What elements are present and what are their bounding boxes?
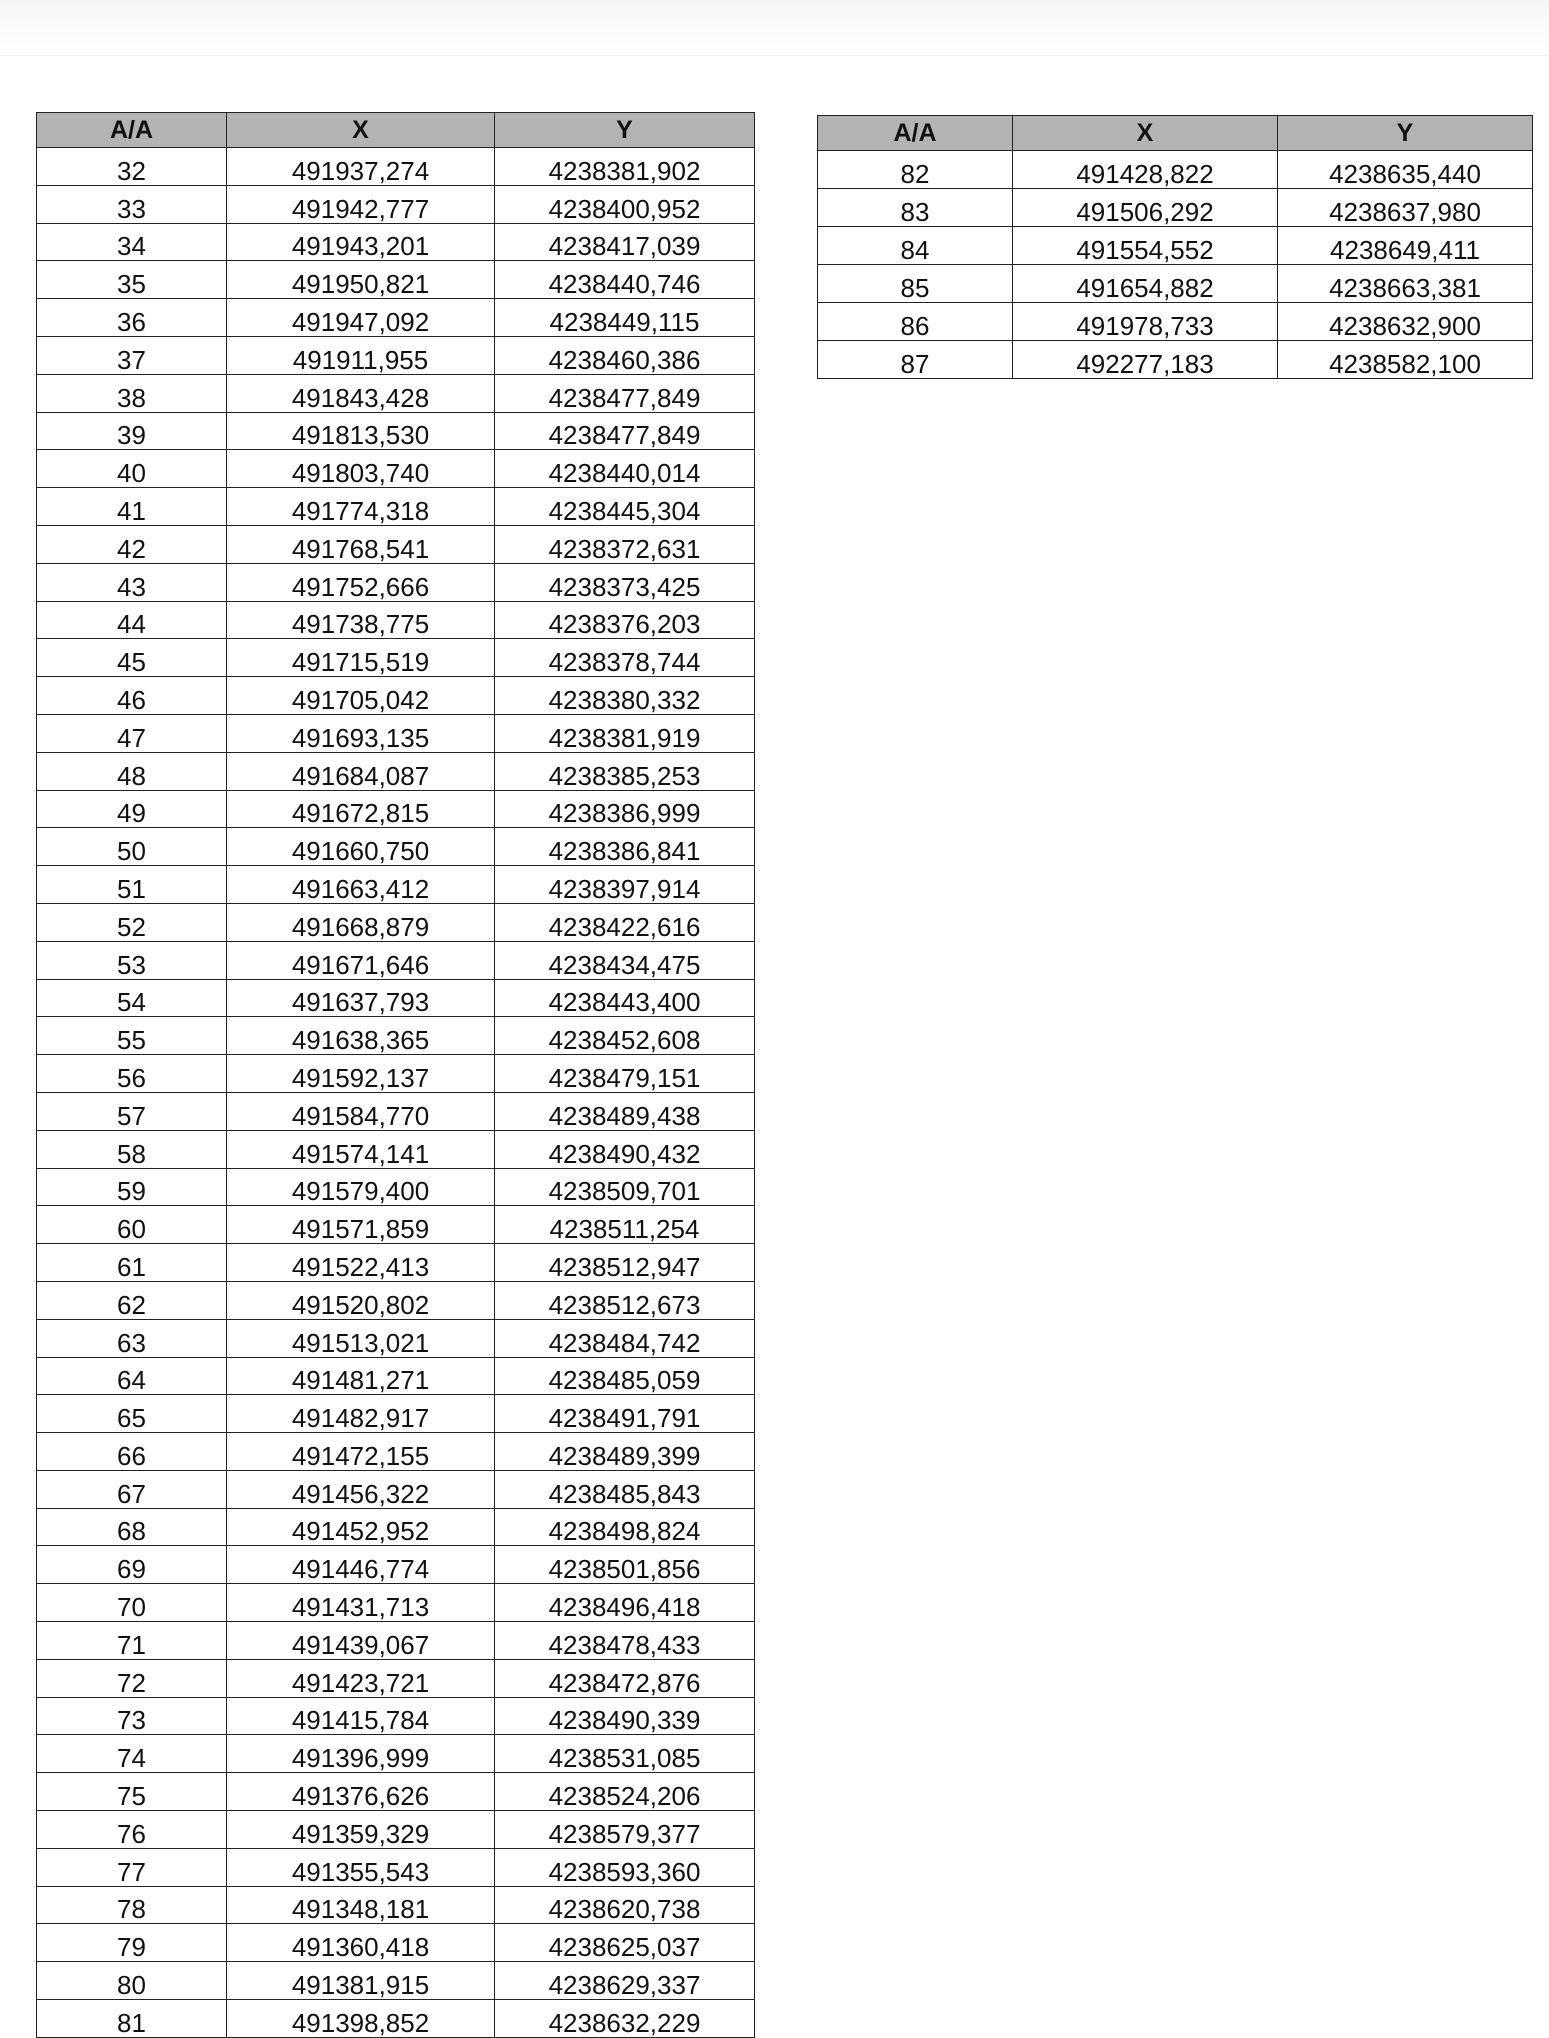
coordinates-table-left [36, 112, 755, 2038]
cell-x: 491398,852 [227, 2000, 495, 2038]
cell-y: 4238378,744 [495, 639, 755, 677]
table-row [818, 341, 1533, 379]
cell-x: 491456,322 [227, 1470, 495, 1508]
cell-aa: 41 [37, 488, 227, 526]
cell-y: 4238489,399 [495, 1433, 755, 1471]
cell-x: 491911,955 [227, 336, 495, 374]
table-row [37, 1848, 755, 1886]
cell-aa: 86 [818, 303, 1013, 341]
table-row [37, 866, 755, 904]
cell-aa: 79 [37, 1924, 227, 1962]
cell-y: 4238501,856 [495, 1546, 755, 1584]
cell-aa: 67 [37, 1470, 227, 1508]
cell-x: 491360,418 [227, 1924, 495, 1962]
cell-x: 491439,067 [227, 1622, 495, 1660]
cell-x: 491574,141 [227, 1130, 495, 1168]
cell-x: 491446,774 [227, 1546, 495, 1584]
cell-aa: 54 [37, 979, 227, 1017]
table-row [37, 1962, 755, 2000]
table-row [37, 525, 755, 563]
table-row [37, 2000, 755, 2038]
cell-x: 491520,802 [227, 1281, 495, 1319]
cell-y: 4238373,425 [495, 563, 755, 601]
cell-y: 4238512,673 [495, 1281, 755, 1319]
cell-y: 4238593,360 [495, 1848, 755, 1886]
cell-x: 491481,271 [227, 1357, 495, 1395]
header-y: Y [1278, 116, 1533, 151]
table-row [37, 1206, 755, 1244]
cell-x: 491355,543 [227, 1848, 495, 1886]
cell-x: 491592,137 [227, 1055, 495, 1093]
cell-aa: 75 [37, 1773, 227, 1811]
cell-y: 4238478,433 [495, 1622, 755, 1660]
cell-x: 491668,879 [227, 903, 495, 941]
cell-aa: 37 [37, 336, 227, 374]
cell-y: 4238376,203 [495, 601, 755, 639]
cell-x: 491579,400 [227, 1168, 495, 1206]
table-row [818, 189, 1533, 227]
cell-x: 491506,292 [1013, 189, 1278, 227]
cell-y: 4238632,229 [495, 2000, 755, 2038]
table-row [37, 261, 755, 299]
cell-y: 4238620,738 [495, 1886, 755, 1924]
table-body [818, 151, 1533, 379]
cell-aa: 64 [37, 1357, 227, 1395]
cell-y: 4238498,824 [495, 1508, 755, 1546]
table-body [37, 148, 755, 2038]
cell-aa: 83 [818, 189, 1013, 227]
cell-aa: 53 [37, 941, 227, 979]
table-row [37, 1697, 755, 1735]
cell-y: 4238385,253 [495, 752, 755, 790]
cell-y: 4238579,377 [495, 1811, 755, 1849]
cell-x: 491978,733 [1013, 303, 1278, 341]
cell-x: 491376,626 [227, 1773, 495, 1811]
cell-y: 4238490,432 [495, 1130, 755, 1168]
cell-y: 4238509,701 [495, 1168, 755, 1206]
cell-y: 4238372,631 [495, 525, 755, 563]
cell-y: 4238381,919 [495, 714, 755, 752]
table-row [37, 336, 755, 374]
cell-aa: 81 [37, 2000, 227, 2038]
cell-y: 4238524,206 [495, 1773, 755, 1811]
cell-x: 491715,519 [227, 639, 495, 677]
cell-y: 4238460,386 [495, 336, 755, 374]
cell-y: 4238479,151 [495, 1055, 755, 1093]
cell-x: 491937,274 [227, 148, 495, 186]
cell-y: 4238386,999 [495, 790, 755, 828]
cell-x: 491663,412 [227, 866, 495, 904]
cell-aa: 71 [37, 1622, 227, 1660]
cell-x: 491950,821 [227, 261, 495, 299]
cell-aa: 72 [37, 1659, 227, 1697]
cell-x: 491738,775 [227, 601, 495, 639]
table-row [37, 374, 755, 412]
cell-x: 491705,042 [227, 677, 495, 715]
table-row [37, 1319, 755, 1357]
table-row [37, 1357, 755, 1395]
cell-x: 491660,750 [227, 828, 495, 866]
cell-x: 491415,784 [227, 1697, 495, 1735]
table-row [37, 1773, 755, 1811]
cell-y: 4238511,254 [495, 1206, 755, 1244]
cell-aa: 57 [37, 1092, 227, 1130]
cell-aa: 84 [818, 227, 1013, 265]
coordinates-table-right [817, 115, 1533, 379]
table-row [37, 488, 755, 526]
table-row [818, 227, 1533, 265]
cell-aa: 35 [37, 261, 227, 299]
cell-x: 491472,155 [227, 1433, 495, 1471]
cell-aa: 34 [37, 223, 227, 261]
cell-aa: 42 [37, 525, 227, 563]
cell-aa: 55 [37, 1017, 227, 1055]
cell-x: 491672,815 [227, 790, 495, 828]
cell-aa: 80 [37, 1962, 227, 2000]
table-row [37, 1017, 755, 1055]
cell-x: 491813,530 [227, 412, 495, 450]
cell-aa: 33 [37, 185, 227, 223]
cell-y: 4238440,014 [495, 450, 755, 488]
cell-x: 491396,999 [227, 1735, 495, 1773]
table-row [37, 450, 755, 488]
cell-y: 4238380,332 [495, 677, 755, 715]
cell-y: 4238400,952 [495, 185, 755, 223]
cell-aa: 61 [37, 1244, 227, 1282]
cell-y: 4238484,742 [495, 1319, 755, 1357]
cell-x: 491423,721 [227, 1659, 495, 1697]
cell-aa: 77 [37, 1848, 227, 1886]
cell-aa: 65 [37, 1395, 227, 1433]
cell-y: 4238477,849 [495, 412, 755, 450]
cell-y: 4238452,608 [495, 1017, 755, 1055]
cell-aa: 39 [37, 412, 227, 450]
cell-x: 491637,793 [227, 979, 495, 1017]
cell-y: 4238449,115 [495, 299, 755, 337]
cell-aa: 51 [37, 866, 227, 904]
cell-x: 491671,646 [227, 941, 495, 979]
table-row [37, 1735, 755, 1773]
table-row [37, 1055, 755, 1093]
table-row [37, 1281, 755, 1319]
cell-y: 4238397,914 [495, 866, 755, 904]
table-row [37, 1584, 755, 1622]
cell-x: 491522,413 [227, 1244, 495, 1282]
cell-x: 491513,021 [227, 1319, 495, 1357]
header-y: Y [495, 113, 755, 148]
cell-x: 491943,201 [227, 223, 495, 261]
cell-aa: 38 [37, 374, 227, 412]
cell-y: 4238472,876 [495, 1659, 755, 1697]
table-row [37, 752, 755, 790]
cell-aa: 87 [818, 341, 1013, 379]
cell-aa: 59 [37, 1168, 227, 1206]
table-row [37, 185, 755, 223]
table-row [37, 1508, 755, 1546]
cell-y: 4238445,304 [495, 488, 755, 526]
table-row [37, 1395, 755, 1433]
header-aa: A/A [818, 116, 1013, 151]
cell-y: 4238512,947 [495, 1244, 755, 1282]
cell-aa: 62 [37, 1281, 227, 1319]
cell-aa: 43 [37, 563, 227, 601]
cell-x: 491803,740 [227, 450, 495, 488]
table-row [37, 1659, 755, 1697]
cell-aa: 48 [37, 752, 227, 790]
cell-y: 4238417,039 [495, 223, 755, 261]
table-row [37, 148, 755, 186]
cell-y: 4238531,085 [495, 1735, 755, 1773]
cell-y: 4238485,843 [495, 1470, 755, 1508]
cell-x: 491431,713 [227, 1584, 495, 1622]
cell-y: 4238381,902 [495, 148, 755, 186]
cell-x: 491348,181 [227, 1886, 495, 1924]
cell-y: 4238635,440 [1278, 151, 1533, 189]
cell-aa: 36 [37, 299, 227, 337]
cell-aa: 73 [37, 1697, 227, 1735]
cell-aa: 50 [37, 828, 227, 866]
cell-x: 491554,552 [1013, 227, 1278, 265]
header-aa: A/A [37, 113, 227, 148]
cell-x: 491654,882 [1013, 265, 1278, 303]
table-row [37, 223, 755, 261]
cell-y: 4238582,100 [1278, 341, 1533, 379]
cell-y: 4238637,980 [1278, 189, 1533, 227]
scan-top-margin [0, 0, 1549, 58]
table-row [37, 1092, 755, 1130]
cell-aa: 82 [818, 151, 1013, 189]
table-row [818, 151, 1533, 189]
cell-y: 4238490,339 [495, 1697, 755, 1735]
table-row [37, 1886, 755, 1924]
cell-aa: 47 [37, 714, 227, 752]
cell-y: 4238663,381 [1278, 265, 1533, 303]
cell-aa: 45 [37, 639, 227, 677]
table-row [37, 1433, 755, 1471]
cell-x: 491947,092 [227, 299, 495, 337]
cell-aa: 74 [37, 1735, 227, 1773]
cell-x: 491381,915 [227, 1962, 495, 2000]
cell-x: 491482,917 [227, 1395, 495, 1433]
cell-y: 4238489,438 [495, 1092, 755, 1130]
table-row [37, 979, 755, 1017]
table-row [37, 903, 755, 941]
cell-x: 492277,183 [1013, 341, 1278, 379]
cell-aa: 66 [37, 1433, 227, 1471]
table-row [37, 412, 755, 450]
cell-y: 4238625,037 [495, 1924, 755, 1962]
cell-aa: 40 [37, 450, 227, 488]
cell-x: 491843,428 [227, 374, 495, 412]
cell-aa: 52 [37, 903, 227, 941]
cell-aa: 32 [37, 148, 227, 186]
table-row [37, 790, 755, 828]
cell-x: 491684,087 [227, 752, 495, 790]
cell-x: 491693,135 [227, 714, 495, 752]
table-row [37, 1811, 755, 1849]
cell-x: 491428,822 [1013, 151, 1278, 189]
cell-aa: 49 [37, 790, 227, 828]
cell-aa: 76 [37, 1811, 227, 1849]
cell-x: 491359,329 [227, 1811, 495, 1849]
cell-aa: 70 [37, 1584, 227, 1622]
cell-x: 491942,777 [227, 185, 495, 223]
cell-aa: 78 [37, 1886, 227, 1924]
cell-y: 4238422,616 [495, 903, 755, 941]
cell-y: 4238443,400 [495, 979, 755, 1017]
table-row [37, 1130, 755, 1168]
cell-x: 491638,365 [227, 1017, 495, 1055]
table-row [37, 639, 755, 677]
cell-y: 4238386,841 [495, 828, 755, 866]
cell-y: 4238434,475 [495, 941, 755, 979]
cell-x: 491584,770 [227, 1092, 495, 1130]
cell-aa: 69 [37, 1546, 227, 1584]
cell-aa: 56 [37, 1055, 227, 1093]
cell-y: 4238649,411 [1278, 227, 1533, 265]
table-row [37, 299, 755, 337]
cell-y: 4238491,791 [495, 1395, 755, 1433]
cell-x: 491768,541 [227, 525, 495, 563]
cell-x: 491752,666 [227, 563, 495, 601]
cell-aa: 60 [37, 1206, 227, 1244]
table-row [818, 303, 1533, 341]
table-row [37, 1244, 755, 1282]
cell-aa: 46 [37, 677, 227, 715]
table-row [37, 1168, 755, 1206]
table-header [818, 116, 1533, 151]
cell-y: 4238440,746 [495, 261, 755, 299]
header-x: X [227, 113, 495, 148]
table-row [37, 1924, 755, 1962]
table-row [37, 1622, 755, 1660]
cell-x: 491571,859 [227, 1206, 495, 1244]
cell-y: 4238632,900 [1278, 303, 1533, 341]
cell-x: 491452,952 [227, 1508, 495, 1546]
header-x: X [1013, 116, 1278, 151]
cell-aa: 85 [818, 265, 1013, 303]
cell-aa: 44 [37, 601, 227, 639]
table-row [37, 828, 755, 866]
cell-aa: 63 [37, 1319, 227, 1357]
table-row [818, 265, 1533, 303]
table-row [37, 563, 755, 601]
table-header [37, 113, 755, 148]
cell-x: 491774,318 [227, 488, 495, 526]
cell-aa: 58 [37, 1130, 227, 1168]
table-row [37, 1546, 755, 1584]
table-row [37, 714, 755, 752]
cell-y: 4238485,059 [495, 1357, 755, 1395]
table-row [37, 601, 755, 639]
cell-y: 4238629,337 [495, 1962, 755, 2000]
table-row [37, 941, 755, 979]
table-row [37, 677, 755, 715]
cell-aa: 68 [37, 1508, 227, 1546]
cell-y: 4238477,849 [495, 374, 755, 412]
table-row [37, 1470, 755, 1508]
cell-y: 4238496,418 [495, 1584, 755, 1622]
